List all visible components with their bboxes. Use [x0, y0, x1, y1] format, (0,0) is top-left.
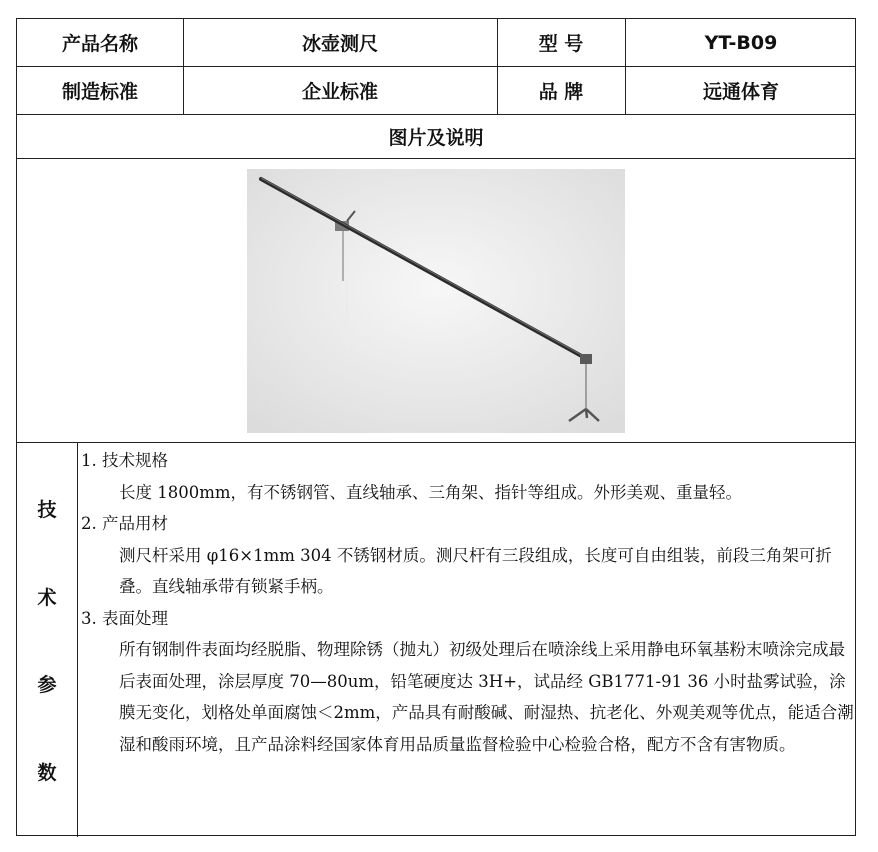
header-row-1: [17, 19, 855, 67]
standard-label: 制造标准: [61, 81, 138, 103]
header-row-2: [17, 67, 855, 115]
image-section-title-row: [17, 115, 855, 159]
divider: [77, 443, 78, 837]
params-content: [79, 445, 855, 760]
section-heading: 1. 技术规格: [81, 451, 168, 470]
params-label-char: 术: [37, 586, 57, 609]
params-row: [17, 443, 855, 837]
product-photo: [247, 169, 625, 433]
model-value: YT-B09: [704, 31, 778, 54]
section-body: 测尺杆采用 φ16×1mm 304 不锈钢材质。测尺杆有三段组成，长度可自由组装，前段三角架可折叠。直线轴承带有锁紧手柄。: [119, 545, 832, 596]
product-name-label: 产品名称: [61, 33, 138, 55]
brand-value: 远通体育: [702, 81, 779, 103]
section-body: 长度 1800mm，有不锈钢管、直线轴承、三角架、指针等组成。外形美观、重量轻。: [119, 482, 743, 502]
params-label-char: 参: [37, 674, 57, 697]
section-heading: 2. 产品用材: [81, 514, 168, 533]
spec-sheet-table: [16, 18, 856, 836]
brand-label: 品 牌: [538, 81, 584, 103]
section-body: 所有钢制件表面均经脱脂、物理除锈（抛丸）初级处理后在喷涂线上采用静电环氧基粉末喷涂完成最后表面处理，涂层厚度 70—80um，铅笔硬度达 3H+，试品经 GB1771-91 36 小时盐雾试验，涂膜无变化，划格处单面腐蚀＜2mm，产品具有耐酸碱、耐湿热、抗老化、外观美观等优点，能适合潮湿和酸雨环境，且产品涂料经国家体育用品质量监督检验中心检验合格，配方不含有害物质。: [119, 640, 854, 754]
image-section-title: 图片及说明: [388, 127, 484, 149]
params-side-label: [17, 443, 77, 837]
standard-value: 企业标准: [301, 81, 378, 103]
image-row: [17, 159, 855, 443]
params-label-char: 数: [37, 761, 57, 784]
model-label: 型 号: [538, 33, 584, 55]
product-name-value: 冰壶测尺: [301, 33, 378, 55]
params-label-char: 技: [37, 499, 57, 522]
section-heading: 3. 表面处理: [81, 608, 168, 628]
